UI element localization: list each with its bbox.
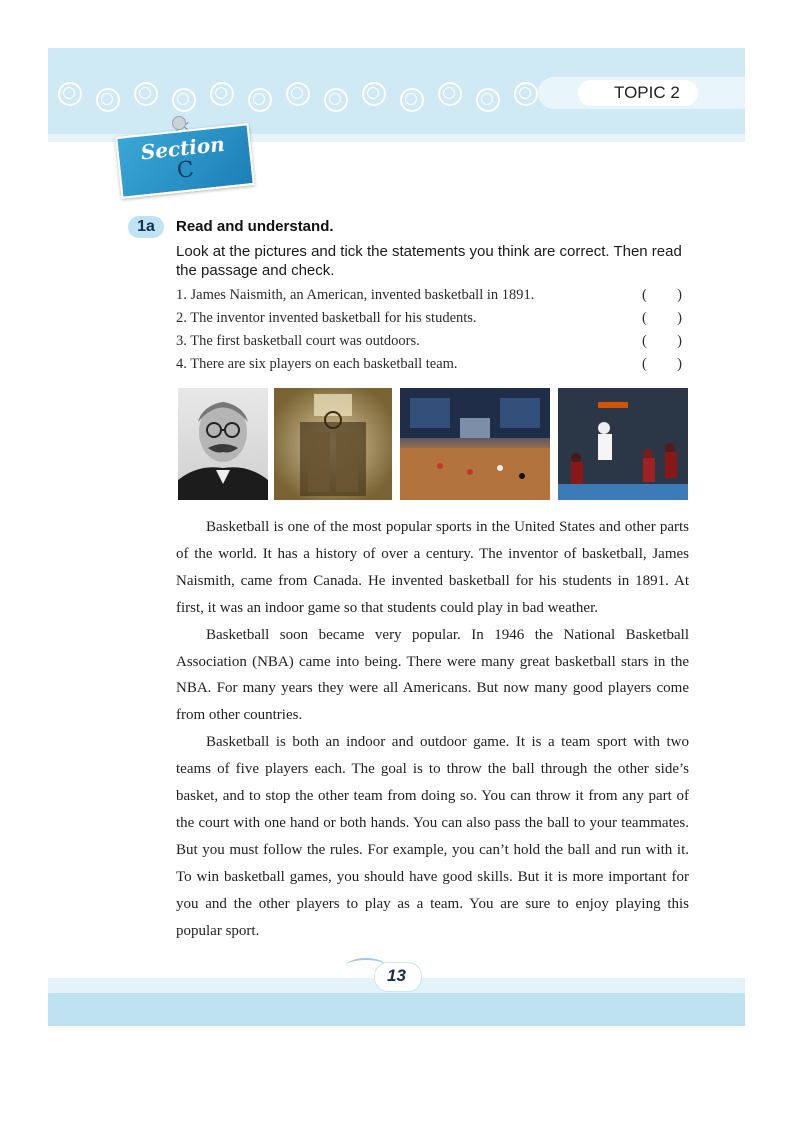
arena-photo <box>400 388 550 500</box>
paren-close: ) <box>677 356 682 372</box>
topic-label: TOPIC 2 <box>614 83 680 102</box>
statement-text: 2. The inventor invented basketball for his students. <box>176 310 477 326</box>
tick-box[interactable] <box>642 307 682 330</box>
task-instructions: Look at the pictures and tick the statements you think are correct. Then read the passage and check. <box>176 243 682 279</box>
ring-icon <box>324 88 348 112</box>
task-badge: 1a <box>128 216 164 238</box>
paren-open: ( <box>642 356 647 372</box>
section-sign <box>115 123 255 199</box>
tick-box[interactable] <box>642 330 682 353</box>
passage-paragraph: Basketball soon became very popular. In 1946 the National Basketball Association (NBA) came into being. There were many great basketball stars in the NBA. For many years they were all Americans. But now many good players come from other countries. <box>176 626 689 724</box>
ring-icon <box>210 82 234 106</box>
statement-item <box>176 353 691 376</box>
page-number: 13 <box>387 966 406 985</box>
ring-icon <box>96 88 120 112</box>
statement-item <box>176 330 691 353</box>
ring-icon <box>286 82 310 106</box>
ring-icon <box>438 82 462 106</box>
passage-paragraph: Basketball is both an indoor and outdoor game. It is a team sport with two teams of five players each. The goal is to throw the ball through the other side’s basket, and to stop the other team from doing so. You can throw it from any part of the court with one hand or both hands. You can also pass the ball to your teammates. But you must follow the rules. For example, you can’t hold the ball and run with it. To win basketball games, you should have good skills. But it is more important for you and the other players to play as a team. You are sure to enjoy playing this popular sport. <box>176 734 689 939</box>
paren-close: ) <box>677 287 682 303</box>
ring-icon <box>58 82 82 106</box>
ring-icon <box>248 88 272 112</box>
statement-text: 4. There are six players on each basketball team. <box>176 356 458 372</box>
tick-box[interactable] <box>642 284 682 307</box>
tick-box[interactable] <box>642 353 682 376</box>
paren-close: ) <box>677 310 682 326</box>
photo-strip <box>178 388 688 500</box>
statement-text: 1. James Naismith, an American, invented basketball in 1891. <box>176 287 535 303</box>
paren-close: ) <box>677 333 682 349</box>
ring-icon <box>514 82 538 106</box>
paren-open: ( <box>642 287 647 303</box>
section-letter: C <box>175 157 196 184</box>
task-title: Read and understand. <box>176 218 334 235</box>
footer-band <box>48 993 745 1026</box>
statement-text: 3. The first basketball court was outdoors. <box>176 333 420 349</box>
ring-icon <box>134 82 158 106</box>
ring-icon <box>172 88 196 112</box>
old-gym-photo <box>274 388 392 500</box>
paren-open: ( <box>642 310 647 326</box>
portrait-photo <box>178 388 268 500</box>
section-word: Section <box>139 131 226 165</box>
ring-icon <box>362 82 386 106</box>
pin-icon <box>172 116 186 130</box>
ring-icon <box>400 88 424 112</box>
decorative-rings <box>48 76 548 112</box>
passage-paragraph: Basketball is one of the most popular sports in the United States and other parts of the world. It has a history of over a century. The inventor of basketball, James Naismith, came from Canada. He invented basketball for his students in 1891. At first, it was an indoor game so that students could play in bad weather. <box>176 519 689 616</box>
statement-item <box>176 307 691 330</box>
statement-item <box>176 284 691 307</box>
dunk-photo <box>558 388 688 500</box>
reading-passage <box>176 514 689 945</box>
paren-open: ( <box>642 333 647 349</box>
ring-icon <box>476 88 500 112</box>
statement-list <box>176 284 691 376</box>
